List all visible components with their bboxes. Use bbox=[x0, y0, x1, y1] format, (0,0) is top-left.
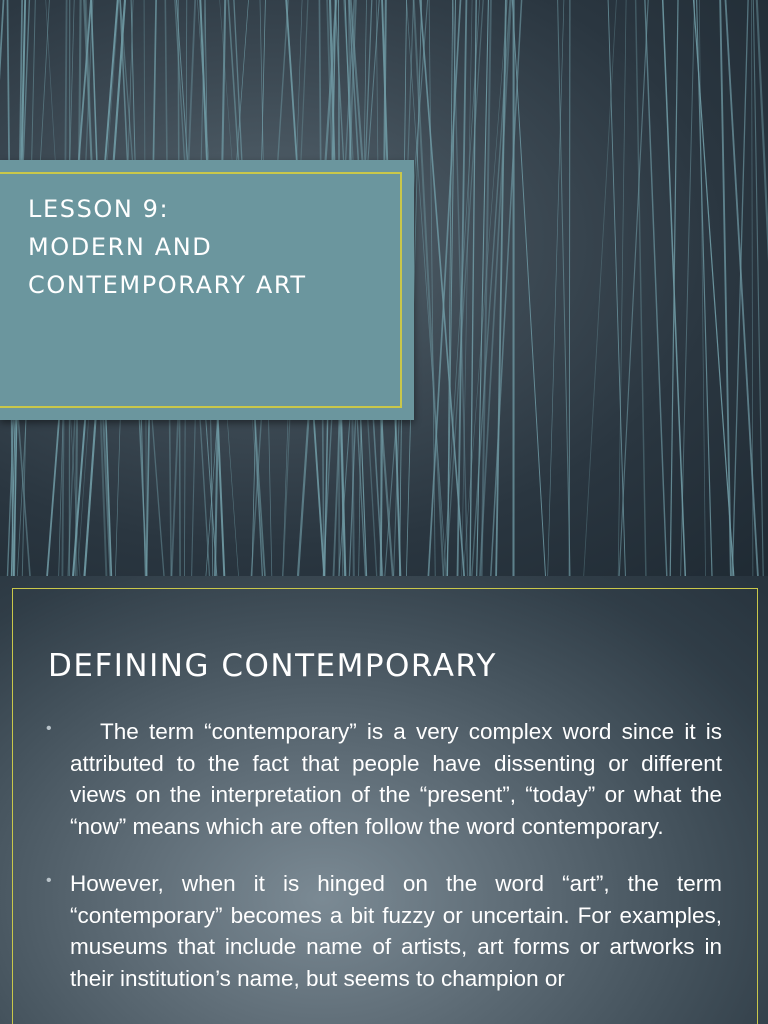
decorative-line bbox=[429, 0, 435, 576]
decorative-line bbox=[726, 0, 758, 576]
decorative-line bbox=[584, 0, 617, 576]
bullet-item bbox=[42, 716, 722, 842]
decorative-line bbox=[618, 0, 626, 576]
decorative-line bbox=[414, 0, 444, 576]
title-line-1: LESSON 9: bbox=[28, 195, 170, 223]
decorative-line bbox=[694, 0, 734, 576]
bullet-text: The term “contemporary” is a very complex word since it is attributed to the fact that people have dissenting or different views on the interpretation of the “present”, “today” or what the “now” means which are often follow the word contemporary. bbox=[70, 719, 722, 839]
decorative-line bbox=[569, 0, 570, 576]
decorative-line bbox=[681, 0, 695, 576]
decorative-line bbox=[444, 0, 480, 576]
bullet-icon: • bbox=[46, 872, 52, 889]
decorative-line bbox=[608, 0, 625, 576]
decorative-line bbox=[548, 0, 564, 576]
decorative-line bbox=[645, 0, 667, 576]
decorative-line bbox=[512, 0, 545, 576]
content-heading: DEFINING CONTEMPORARY bbox=[48, 648, 497, 684]
bullet-item bbox=[42, 868, 722, 994]
decorative-line bbox=[470, 0, 476, 576]
bullet-list bbox=[42, 716, 722, 1020]
decorative-line bbox=[558, 0, 571, 576]
bullet-icon: • bbox=[46, 720, 52, 737]
decorative-line bbox=[720, 0, 731, 576]
decorative-line bbox=[732, 0, 748, 576]
bullet-text: However, when it is hinged on the word “art”, the term “contemporary” becomes a bit fuzzy or uncertain. For examples, museums that include name of artists, art forms or artworks in their institution’s name, but seems to champion or bbox=[70, 871, 722, 991]
title-line-3: CONTEMPORARY ART bbox=[28, 271, 307, 299]
decorative-line bbox=[670, 0, 678, 576]
decorative-line bbox=[428, 0, 460, 576]
slide-title bbox=[28, 190, 398, 304]
content-slide bbox=[0, 576, 768, 1024]
title-line-2: MODERN AND bbox=[28, 233, 213, 261]
